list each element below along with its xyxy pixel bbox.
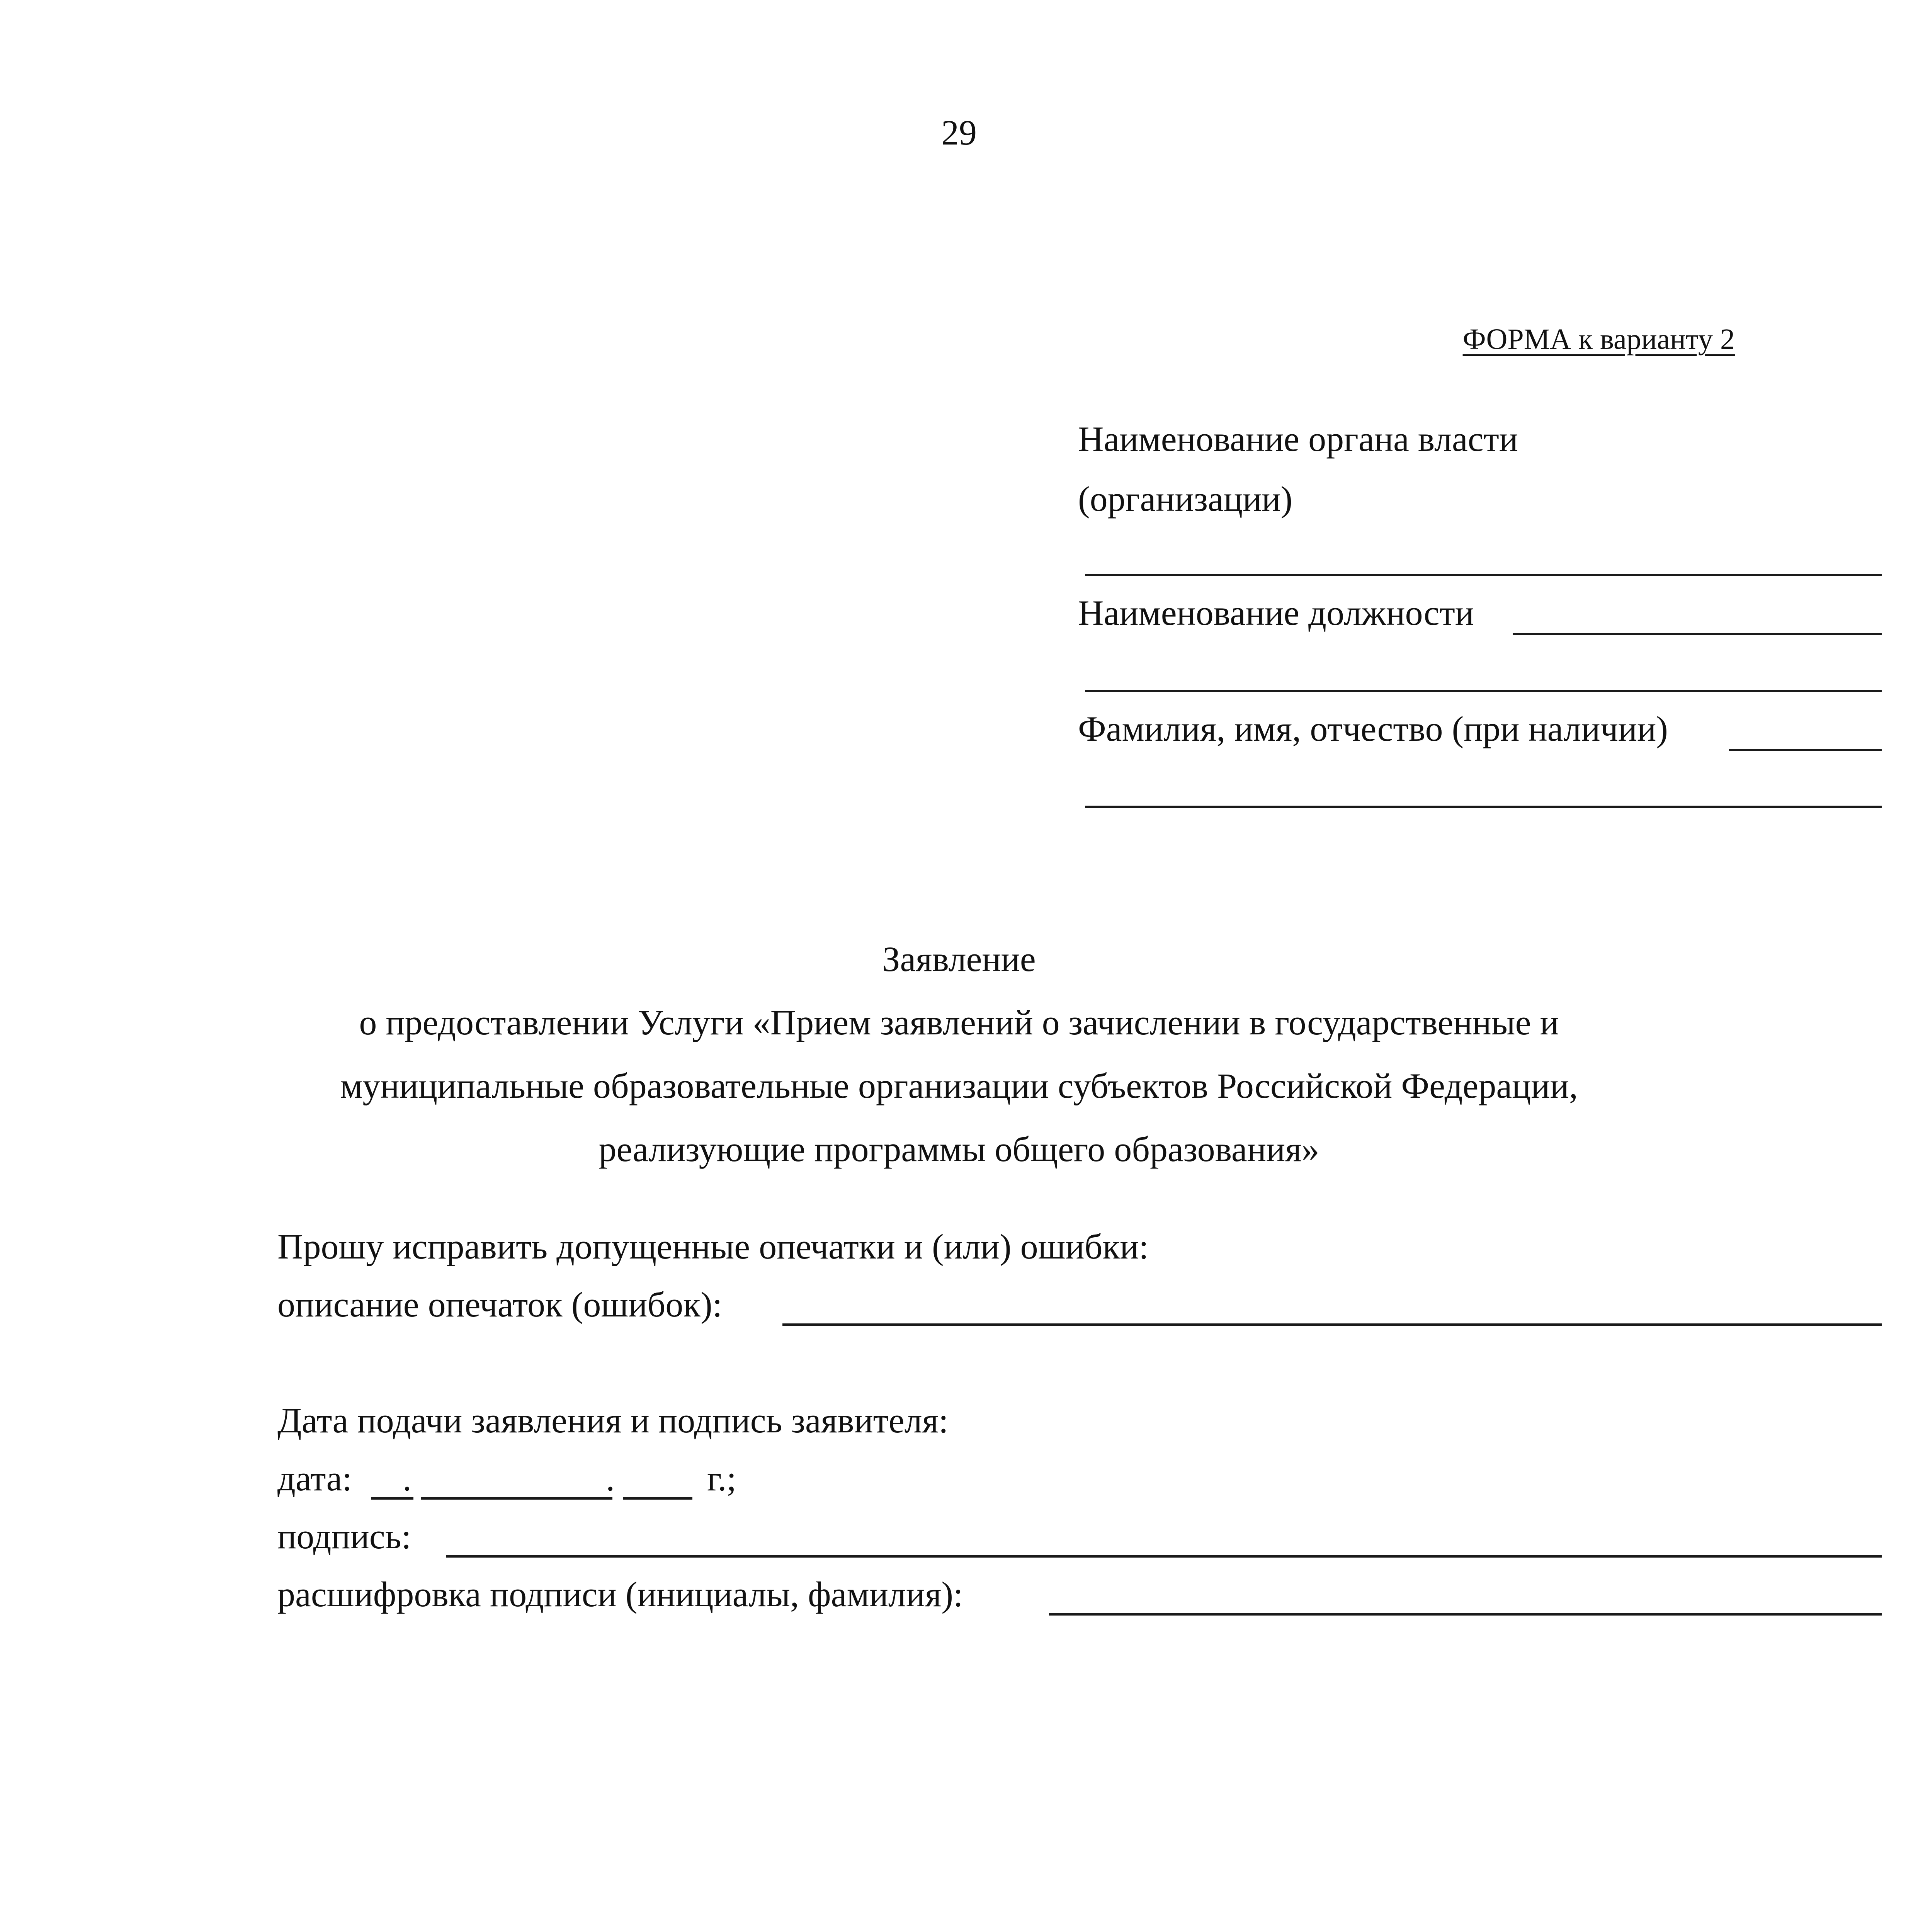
signature-label: подпись: bbox=[277, 1517, 411, 1556]
authority-name-field[interactable] bbox=[1085, 574, 1882, 576]
position-field[interactable] bbox=[1513, 633, 1882, 635]
full-name-label: Фамилия, имя, отчество (при наличии) bbox=[1078, 709, 1668, 748]
errors-description-field[interactable] bbox=[782, 1323, 1882, 1326]
authority-name-label: Наименование органа власти bbox=[1078, 419, 1518, 459]
statement-subtitle-line-1: о предоставлении Услуги «Прием заявлений о зачислении в государственные и bbox=[359, 1003, 1559, 1042]
date-month-field[interactable] bbox=[421, 1497, 612, 1500]
date-separator-1: . bbox=[403, 1459, 411, 1498]
signature-transcript-field[interactable] bbox=[1049, 1613, 1882, 1616]
statement-subtitle-line-3: реализующие программы общего образования» bbox=[599, 1129, 1319, 1169]
position-field-continued[interactable] bbox=[1085, 690, 1882, 692]
statement-title bbox=[0, 927, 1918, 1181]
date-label: дата: bbox=[277, 1459, 352, 1498]
signature-heading: Дата подачи заявления и подпись заявителя: bbox=[277, 1401, 949, 1440]
position-label: Наименование должности bbox=[1078, 593, 1474, 633]
date-year-field[interactable] bbox=[623, 1497, 692, 1500]
statement-subtitle-line-2: муниципальные образовательные организации субъектов Российской Федерации, bbox=[340, 1066, 1578, 1105]
request-text: Прошу исправить допущенные опечатки и (или) ошибки: bbox=[277, 1227, 1149, 1266]
full-name-field[interactable] bbox=[1729, 749, 1882, 751]
date-year-suffix: г.; bbox=[707, 1459, 736, 1498]
signature-field[interactable] bbox=[446, 1555, 1882, 1558]
full-name-field-continued[interactable] bbox=[1085, 806, 1882, 808]
page-number: 29 bbox=[941, 113, 977, 152]
statement-heading: Заявление bbox=[882, 939, 1036, 979]
authority-name-label-sub: (организации) bbox=[1078, 479, 1293, 519]
signature-transcript-label: расшифровка подписи (инициалы, фамилия): bbox=[277, 1575, 963, 1614]
date-separator-2: . bbox=[606, 1459, 615, 1498]
errors-label: описание опечаток (ошибок): bbox=[277, 1285, 723, 1324]
form-reference: ФОРМА к варианту 2 bbox=[1462, 323, 1735, 355]
